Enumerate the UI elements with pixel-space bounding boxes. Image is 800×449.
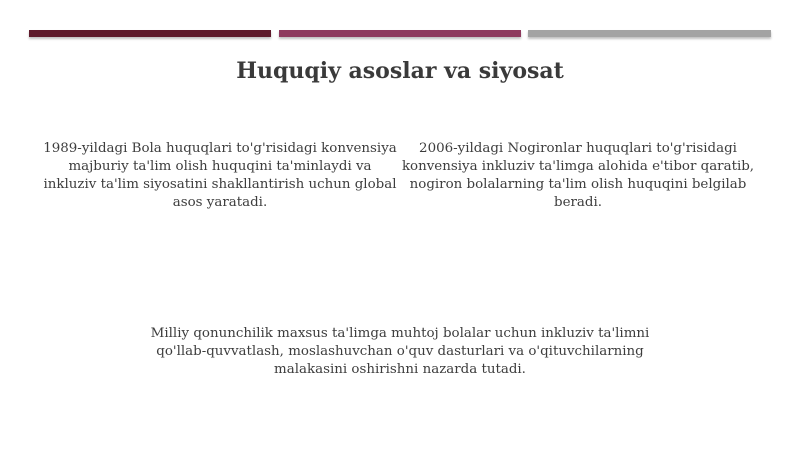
- paragraph-national-legislation: Milliy qonunchilik maxsus ta'limga muhtoj bolalar uchun inkluziv ta'limni qo'llab-quvvatlash, moslashuvchan o'quv dasturlari va o'qituvchilarning malakasini oshirishni nazarda tutadi.: [150, 326, 650, 377]
- accent-bar-left: [29, 30, 271, 37]
- accent-bar-right: [528, 30, 771, 37]
- paragraph-crc-1989: 1989-yildagi Bola huquqlari to'g'risidagi konvensiya majburiy ta'lim olish huquqini ta'minlaydi va inkluziv ta'lim siyosatini shakllantirish uchun global asos yaratadi.: [43, 141, 397, 210]
- slide-title: Huquqiy asoslar va siyosat: [236, 58, 564, 84]
- accent-bar-middle: [279, 30, 521, 37]
- paragraph-crpd-2006: 2006-yildagi Nogironlar huquqlari to'g'risidagi konvensiya inkluziv ta'limga alohida e'tibor qaratib, nogiron bolalarning ta'lim olish huquqini belgilab beradi.: [401, 141, 755, 210]
